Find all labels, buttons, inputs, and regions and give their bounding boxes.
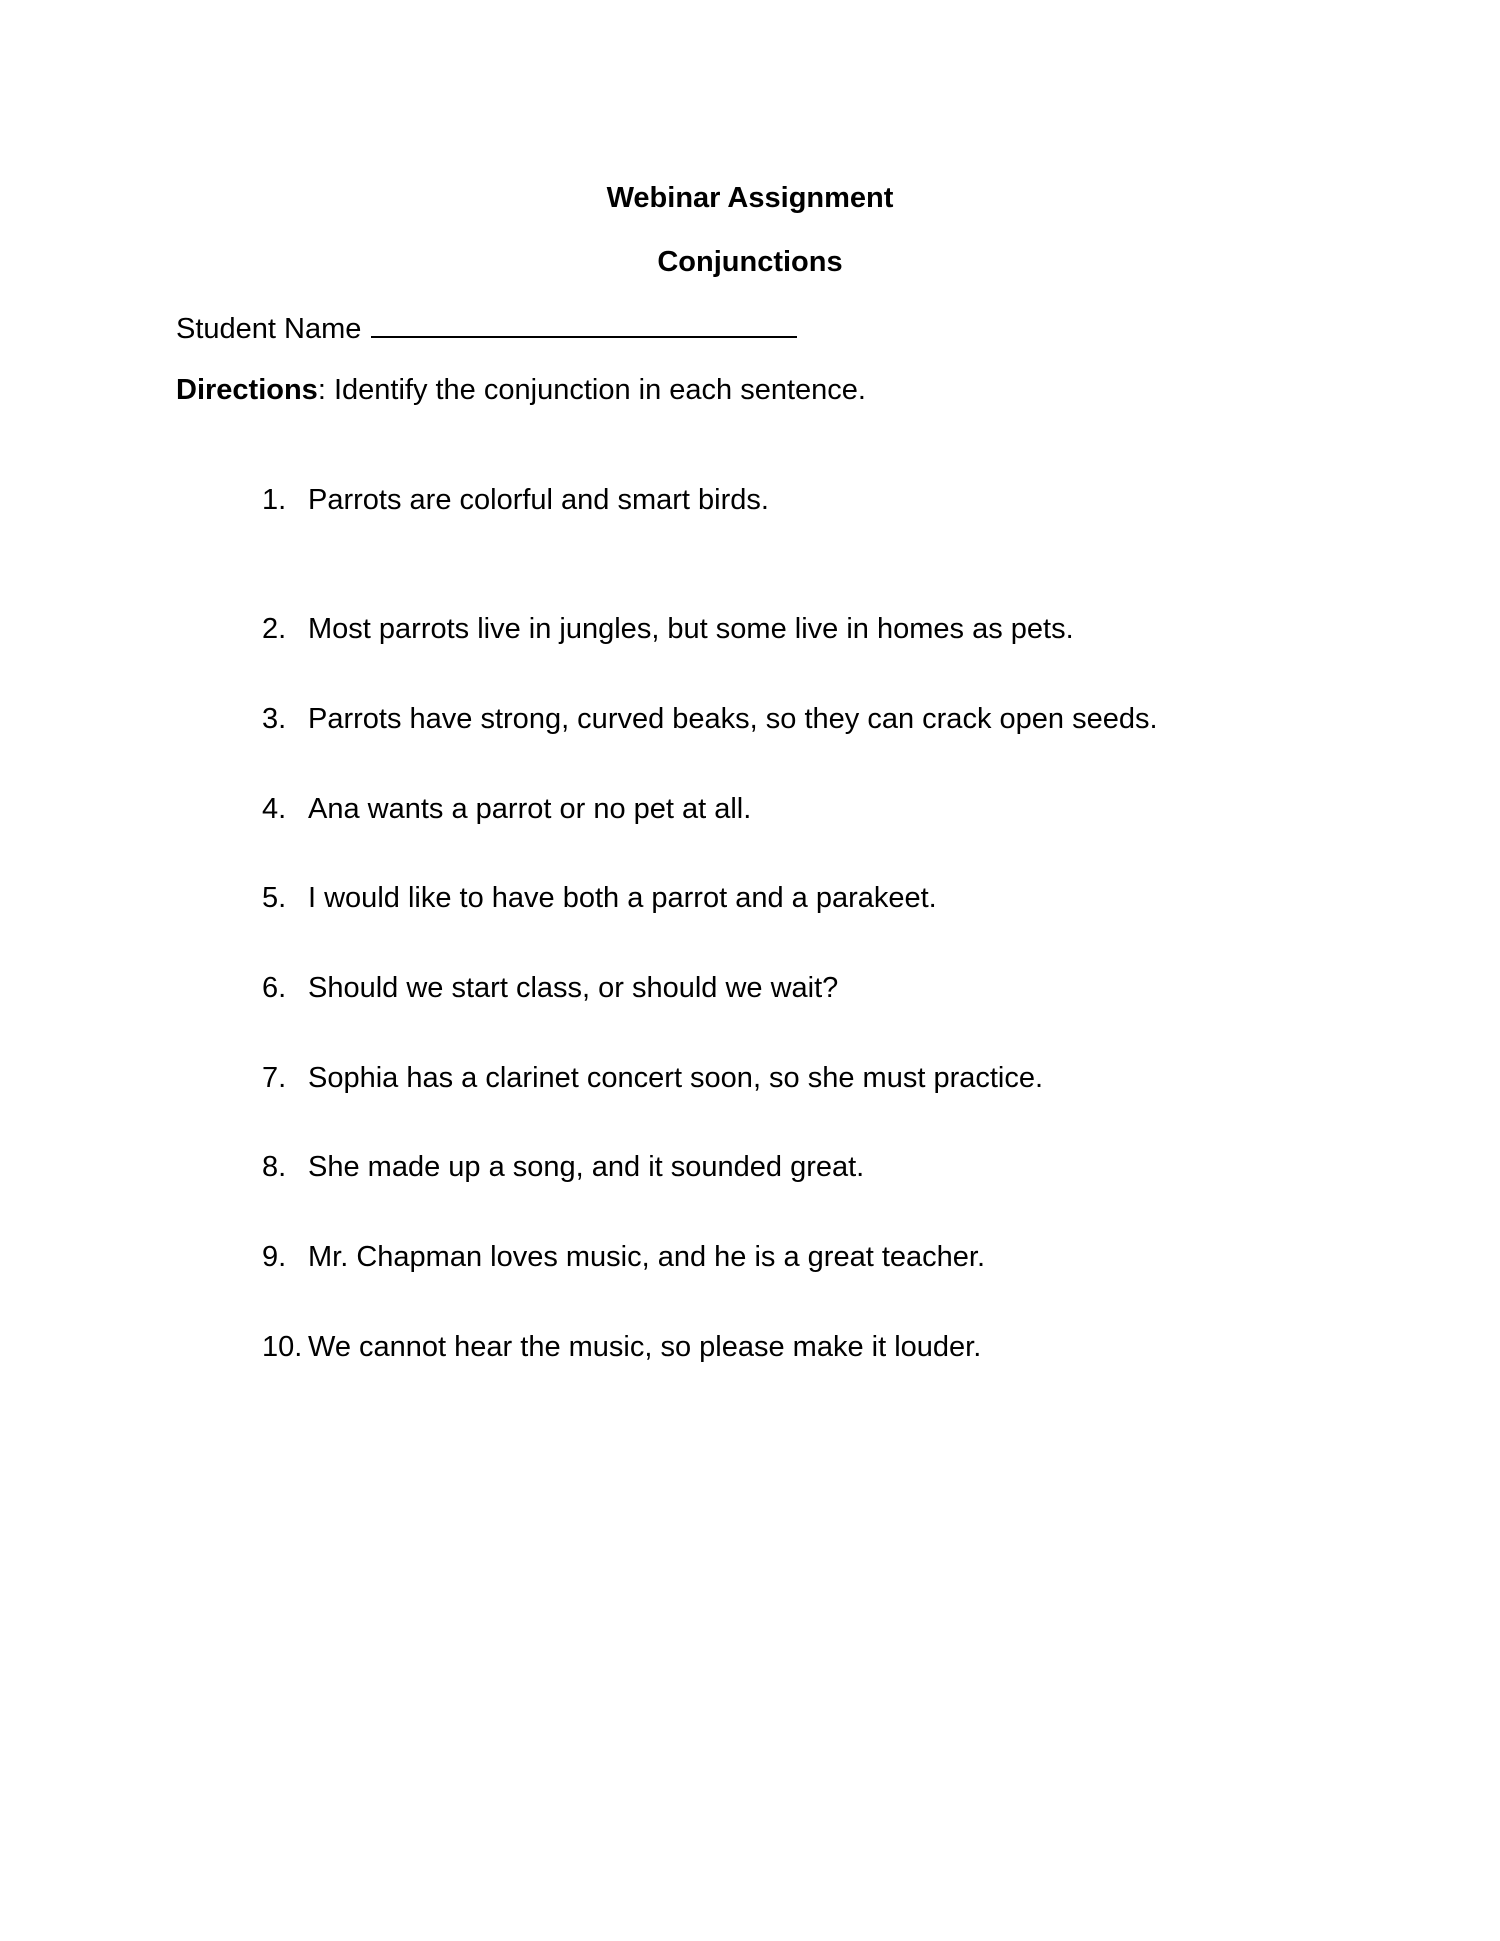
question-item xyxy=(262,880,937,916)
question-text: Sophia has a clarinet concert soon, so she must practice. xyxy=(308,1062,1044,1094)
question-item xyxy=(262,482,769,518)
student-name-label: Student Name xyxy=(176,313,362,345)
question-number: 10. xyxy=(262,1331,303,1363)
question-text: Should we start class, or should we wait? xyxy=(308,972,839,1004)
directions-text: : Identify the conjunction in each sentence. xyxy=(317,374,866,406)
student-name-blank[interactable] xyxy=(371,308,797,338)
question-text: She made up a song, and it sounded great. xyxy=(308,1151,865,1183)
question-text: Mr. Chapman loves music, and he is a great teacher. xyxy=(308,1241,986,1273)
question-number: 2. xyxy=(262,613,287,645)
question-item xyxy=(262,1329,981,1365)
question-number: 9. xyxy=(262,1241,287,1273)
question-text: Ana wants a parrot or no pet at all. xyxy=(308,793,752,825)
question-text: Most parrots live in jungles, but some live in homes as pets. xyxy=(308,613,1074,645)
question-item xyxy=(262,791,751,827)
question-item xyxy=(262,1239,985,1275)
question-item xyxy=(262,970,838,1006)
question-number: 6. xyxy=(262,972,287,1004)
question-item xyxy=(262,701,1158,737)
question-text: We cannot hear the music, so please make it louder. xyxy=(308,1331,982,1363)
question-number: 8. xyxy=(262,1151,287,1183)
question-number: 3. xyxy=(262,703,287,735)
question-item xyxy=(262,1149,864,1185)
question-number: 1. xyxy=(262,484,287,516)
question-text: Parrots have strong, curved beaks, so they can crack open seeds. xyxy=(308,703,1158,735)
student-name-row xyxy=(176,308,797,347)
directions-row xyxy=(176,372,866,408)
question-item xyxy=(262,611,1074,647)
question-number: 4. xyxy=(262,793,287,825)
question-number: 7. xyxy=(262,1062,287,1094)
directions-label: Directions xyxy=(176,374,318,406)
page-title: Webinar Assignment xyxy=(606,182,894,214)
question-item xyxy=(262,1060,1043,1096)
page-subtitle: Conjunctions xyxy=(657,246,843,278)
question-number: 5. xyxy=(262,882,287,914)
question-text: I would like to have both a parrot and a parakeet. xyxy=(308,882,937,914)
question-text: Parrots are colorful and smart birds. xyxy=(308,484,769,516)
